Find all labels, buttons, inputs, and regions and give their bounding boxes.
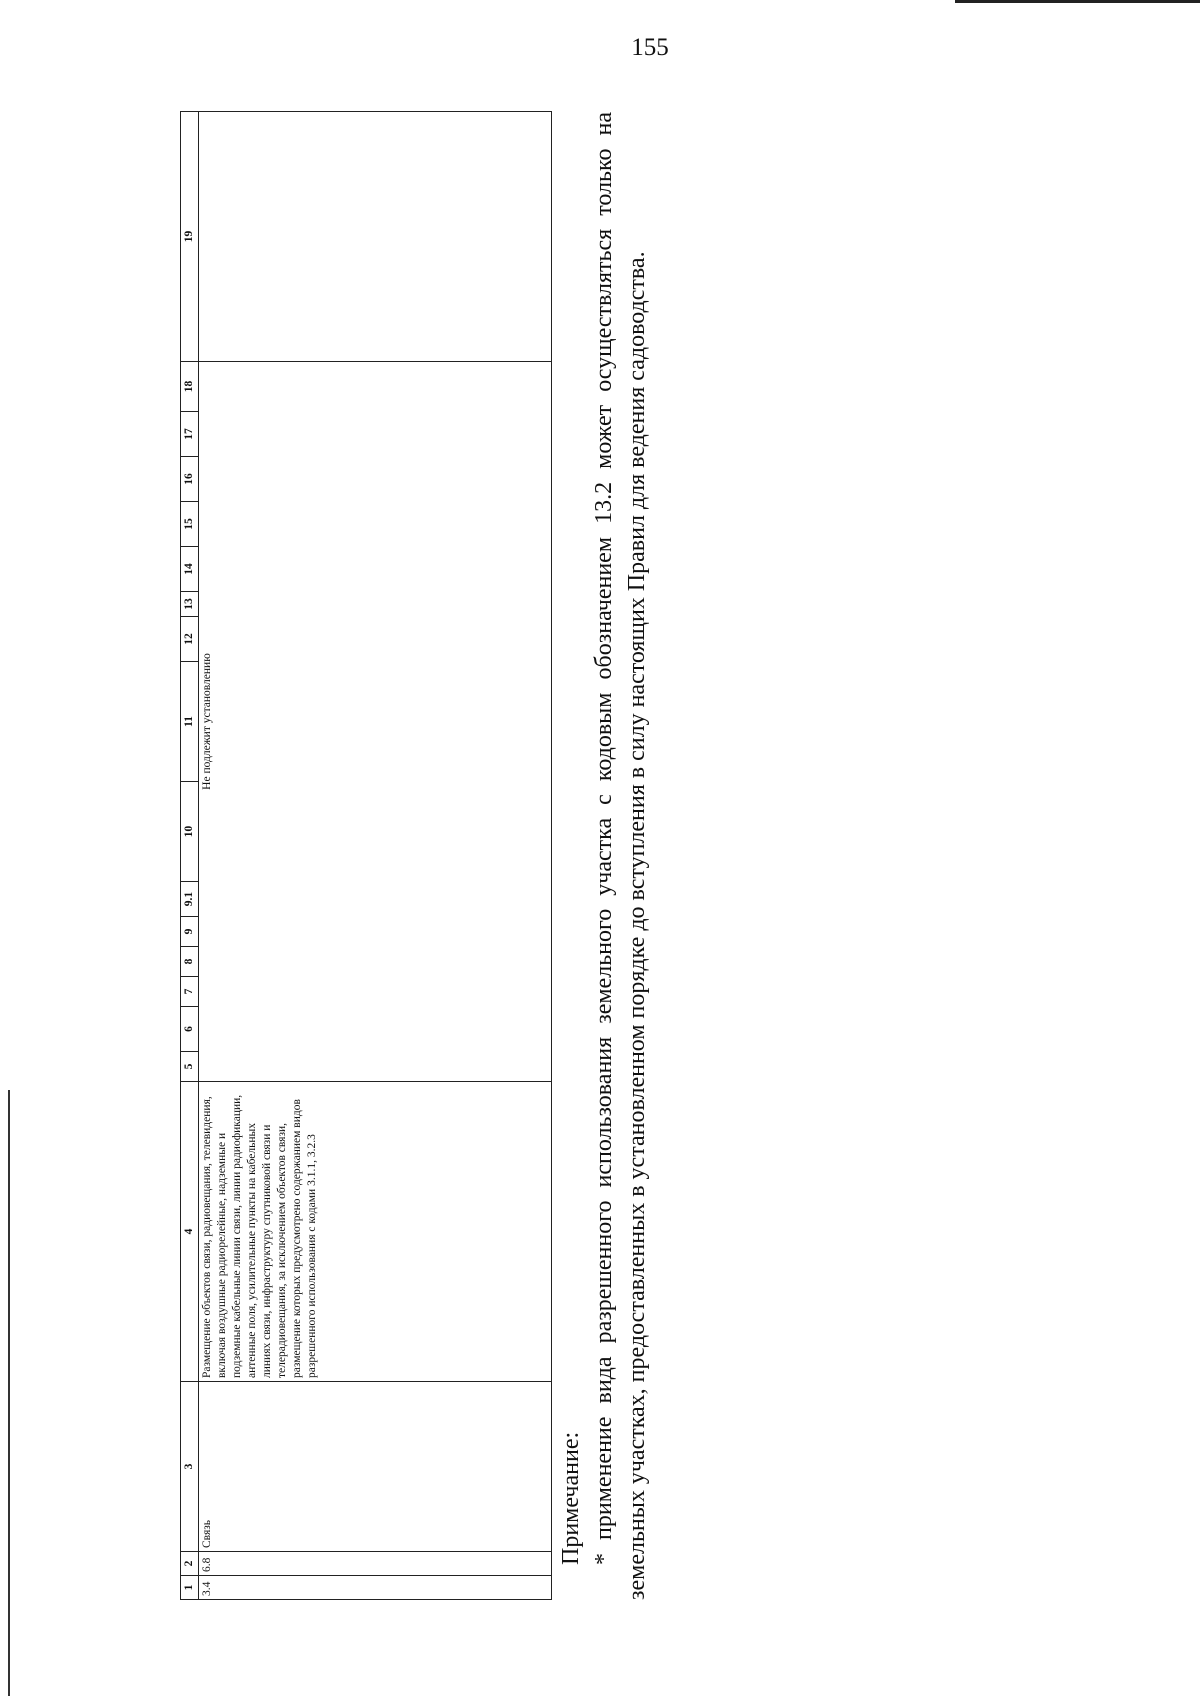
cell-use-description: Размещение объектов связи, радиовещания, телевидения, включая воздушные радиорелейные, надземные и подземные кабельные линии связи, линии радиофикации, антенные поля, усилительные пункты на кабельных линиях связи, инфраструктуру спутниковой связи и телерадиовещания, за исключением объектов связи, размещение которых предусмотрено содержанием видов разрешенного использования с кодами 3.1.1, 3.2.3 <box>199 1082 552 1382</box>
table-header-row <box>181 112 199 1600</box>
header-cell: 4 <box>181 1082 199 1382</box>
header-cell: 18 <box>181 362 199 412</box>
header-cell: 10 <box>181 782 199 882</box>
scan-edge-line <box>955 0 1200 3</box>
page-number: 155 <box>631 34 669 61</box>
data-table <box>180 111 552 1600</box>
rotated-content <box>180 100 660 1600</box>
header-cell: 12 <box>181 617 199 662</box>
cell-not-established: Не подлежит установлению <box>199 362 552 1082</box>
cell-use-name: Связь <box>199 1382 552 1552</box>
header-cell: 6 <box>181 1007 199 1052</box>
header-cell: 1 <box>181 1576 199 1600</box>
note-text: * применение вида разрешенного использования земельного участка с кодовым обозначением 13.2 может осуществляться только на земельных участках, предоставленных в установленном порядке до вступления в силу настоящих Правил для ведения садоводства. <box>591 112 650 1600</box>
note-block <box>555 112 654 1600</box>
header-cell: 14 <box>181 547 199 592</box>
scan-margin-line <box>8 1090 10 1696</box>
header-cell: 16 <box>181 457 199 502</box>
header-cell: 13 <box>181 592 199 617</box>
header-cell: 11 <box>181 662 199 782</box>
note-title: Примечание: <box>558 1431 584 1565</box>
table-row <box>199 112 552 1600</box>
cell-code: 3.4 <box>199 1576 552 1600</box>
header-cell: 7 <box>181 977 199 1007</box>
header-cell: 9 <box>181 917 199 947</box>
header-cell: 5 <box>181 1052 199 1082</box>
header-cell: 19 <box>181 112 199 362</box>
header-cell: 17 <box>181 412 199 457</box>
header-cell: 9.1 <box>181 882 199 917</box>
header-cell: 15 <box>181 502 199 547</box>
header-cell: 8 <box>181 947 199 977</box>
header-cell: 3 <box>181 1382 199 1552</box>
cell-code-2: 6.8 <box>199 1552 552 1576</box>
header-cell: 2 <box>181 1552 199 1576</box>
cell-col19 <box>199 112 552 362</box>
